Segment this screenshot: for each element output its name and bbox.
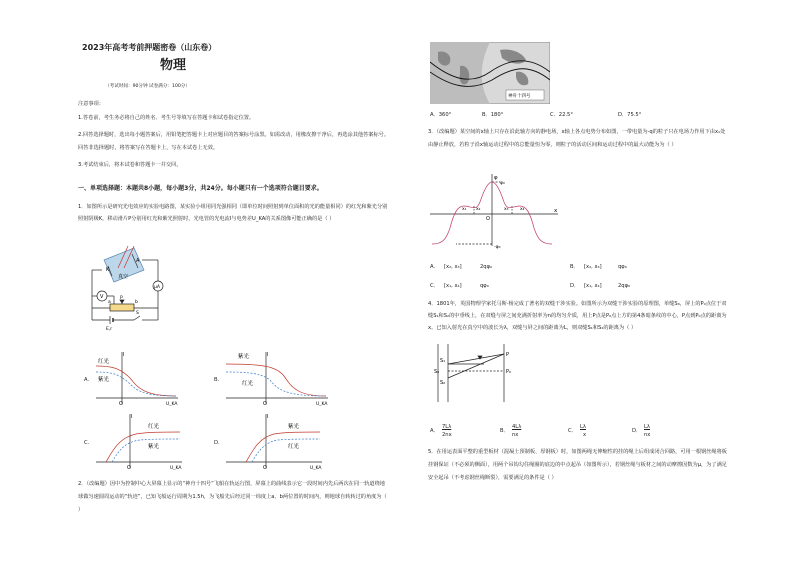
ship-label: 神舟十四号 xyxy=(508,94,531,99)
q4-option-d-den: nx xyxy=(644,432,651,438)
q4-P: P xyxy=(506,352,510,358)
q2-option-a: A．360° xyxy=(430,112,452,118)
q1b-axis-I: I xyxy=(267,352,269,358)
q1b-origin: O xyxy=(263,401,267,407)
q3-option-b-value: qφ₀ xyxy=(618,264,627,270)
q3-option-d-letter: D． xyxy=(570,283,580,289)
q1d-axis-I: I xyxy=(267,414,269,420)
q4-S1: S₁ xyxy=(440,358,446,364)
q4-option-a-letter: A． xyxy=(430,428,439,434)
q4-option-d-num: Lλ xyxy=(644,424,650,430)
q4-option-a-num: 7Lλ xyxy=(442,424,452,430)
q3-text: 3．（改编题）某空间的x轴上只存在沿此轴方向的静电场，x轴上各点电势分布如图，一带电量为-q的粒子只在电场力作用下由x₁处由静止释放，若粒子沿x轴运动过程中的总能量恒为零，则粒子的活动区间和运动过程中的最大动能为为（ ） xyxy=(428,129,726,148)
notice-heading: 注意事项： xyxy=(78,101,104,107)
q2-option-b: B．180° xyxy=(482,112,504,118)
label-A: A xyxy=(136,258,140,264)
exam-title: 2023年高考考前押题密卷（山东卷） xyxy=(82,43,217,52)
q2-option-d: D．75.5° xyxy=(618,112,642,118)
label-K: K xyxy=(106,267,110,273)
q1d-curve-label-1: 紫光 xyxy=(288,424,300,430)
q3-option-c-letter: C． xyxy=(430,283,439,289)
q1a-axis-U: U_KA xyxy=(166,402,178,407)
q3-option-a-letter: A． xyxy=(430,264,439,270)
q1-option-c-graph xyxy=(92,412,187,472)
q1c-curve-label-1: 红光 xyxy=(148,424,160,430)
q4-option-c-num: Lλ xyxy=(580,424,586,430)
q1c-curve-label-2: 紫光 xyxy=(148,444,160,450)
q3-option-d-value: 2qφ₀ xyxy=(618,283,631,289)
q1-option-c-label: C. xyxy=(84,440,90,446)
q1a-curve-label-2: 紫光 xyxy=(98,377,110,383)
q2-option-c: C．22.5° xyxy=(550,112,573,118)
q1a-origin: O xyxy=(119,401,123,407)
q3-option-a-value: 2qφ₀ xyxy=(480,264,493,270)
q4-S0: S₀ xyxy=(434,369,440,375)
notice-item-2: 2.回答选择题时，选出每小题答案后，用铅笔把答题卡上对应题目的答案标号涂黑。如需改动，用橡皮擦干净后，再选涂其他答案标号。回答非选择题时，将答案写在答题卡上，写在本试卷上无效。 xyxy=(78,132,390,151)
q4-option-a-den: 2nx xyxy=(442,432,452,438)
q3-phi0: φ₀ xyxy=(500,181,505,186)
q3-option-a-range: [x₂, x₃] xyxy=(444,264,462,270)
label-a: a xyxy=(108,300,111,305)
section1-heading: 一、单项选择题：本题共8小题，每小题3分，共24分。每小题只有一个选项符合题目要求。 xyxy=(78,185,323,192)
subject-title: 物理 xyxy=(160,58,187,73)
q1-option-a-graph xyxy=(92,350,182,408)
q3-potential-graph xyxy=(428,172,568,252)
q5-text: 5．在用运表面平整的重型板材（混凝土预制板、厚钢板）时，如图两绳无伸缩性的挂的绳上后组成闭合回路，可用一根钢丝绳将板挂钢保证（不必须的侧面），用两个吊钩勾住绳圈的底边的中点起吊（如图所示），若钢丝绳与板材之间的动摩擦因数为μ，为了满足安全起吊（不考虑钢丝绳断裂），需要满足的条件是（ ） xyxy=(428,449,727,481)
q1c-origin: O xyxy=(127,465,131,471)
label-voltmeter: V xyxy=(100,294,104,300)
q1b-curve-label-2: 红光 xyxy=(242,381,254,387)
q1c-axis-U: U_KA xyxy=(170,466,182,471)
q4-option-b-num: 4Lλ xyxy=(512,424,522,430)
notice-item-1: 1.答卷前，考生务必将自己的姓名、考生号等填写在答题卡和试卷指定位置。 xyxy=(78,115,255,121)
q1a-curve-label-1: 红光 xyxy=(98,359,110,365)
q1b-curve-label-1: 紫光 xyxy=(238,354,250,360)
q2-orbit-map xyxy=(430,42,550,104)
q1-option-d-label: D. xyxy=(214,440,220,446)
q1-option-a-label: A. xyxy=(84,377,90,383)
q3-option-c-value: qφ₀ xyxy=(480,283,489,289)
q3-option-b-range: [x₂, x₃] xyxy=(584,264,602,270)
q1a-axis-I: I xyxy=(123,352,125,358)
q3-x3: x₃ xyxy=(504,207,509,212)
q3-neg-phi0: -φ₀ xyxy=(494,245,501,250)
q4-text: 4．1801年，英国物理学家托马斯·杨完成了著名的双缝干涉实验。如图所示为双缝干涉实验的原理图，单缝S₀，屏上的P₀点位于双缝S₁和S₂的中垂线上，在双缝与屏之间充满折射率为n的均匀介质，用上P点是P₀点上方的第4条暗条纹的中心，P点到P₀点的距离为x。已知入射光在真空中的波长为λ，双缝与屏之间的距离为L，则双缝S₁和S₂的距离为（ ） xyxy=(428,301,727,331)
q2-text: 2．（改编题）因中为控制中心大屏幕上显示的“神舟十四号”飞船在轨运行图，屏幕上的曲线表示它一段时间内先后两次在同一轨道绕地球做匀速圆周运动的“轨迹”，已知飞船运行周期为1.5h，为飞船先后经过同一纬度上a、b两位置的时间内，则地球自转转过的角度为（ ） xyxy=(78,481,387,513)
q3-x4: x₄ xyxy=(520,207,525,212)
q1-option-d-graph xyxy=(222,412,327,472)
q4-double-slit-diagram xyxy=(434,342,524,408)
q3-origin: O xyxy=(486,216,490,222)
q1-option-b-label: B. xyxy=(214,377,220,383)
notice-item-3: 3.考试结束后，将本试卷和答题卡一并交回。 xyxy=(78,162,182,168)
label-S: S xyxy=(136,311,139,316)
label-b: b xyxy=(135,300,138,305)
q3-option-d-range: [x₁, x₄] xyxy=(584,283,602,289)
q1-circuit-diagram xyxy=(82,246,192,346)
q3-option-b-letter: B． xyxy=(570,264,579,270)
q4-P0: P₀ xyxy=(506,369,512,375)
q3-axis-x: x xyxy=(554,208,558,214)
q4-option-c-den: x xyxy=(583,432,587,438)
q3-option-c-range: [x₁, x₄] xyxy=(444,283,462,289)
label-microammeter: μA xyxy=(154,285,160,290)
exam-meta: （考试时间：90分钟 试卷满分：100分） xyxy=(105,84,190,89)
q1b-axis-U: U_KA xyxy=(316,402,328,407)
label-P: P xyxy=(120,296,123,301)
q4-option-d-letter: D． xyxy=(632,428,642,434)
q3-x1: x₁ xyxy=(462,207,467,212)
q1c-axis-I: I xyxy=(131,414,133,420)
q4-option-b-den: nx xyxy=(512,432,519,438)
q4-option-b-letter: B． xyxy=(500,428,509,434)
q4-S2: S₂ xyxy=(440,380,446,386)
q1d-axis-U: U_KA xyxy=(310,466,322,471)
q1d-curve-label-2: 红光 xyxy=(288,444,300,450)
q1-option-b-graph xyxy=(222,350,332,408)
q3-axis-phi: φ xyxy=(494,175,498,181)
q1-text: 1．如图所示是研究光电效应的实验电路图，某实验小组用同光强相同（即单位时间照射到单位面积的光的能量相同）的红光和紫光分别照射阴极K，移动滑片P分别用红光和紫光照射时，光电管的光电流I与电势差U_KA的关系图像可能正确的是（ ） xyxy=(78,204,388,222)
label-E: E,r xyxy=(106,327,113,332)
label-vacuum: 真空 xyxy=(118,274,129,280)
q4-option-c-letter: C． xyxy=(568,428,577,434)
q1d-origin: O xyxy=(263,465,267,471)
q3-x2: x₂ xyxy=(476,207,481,212)
